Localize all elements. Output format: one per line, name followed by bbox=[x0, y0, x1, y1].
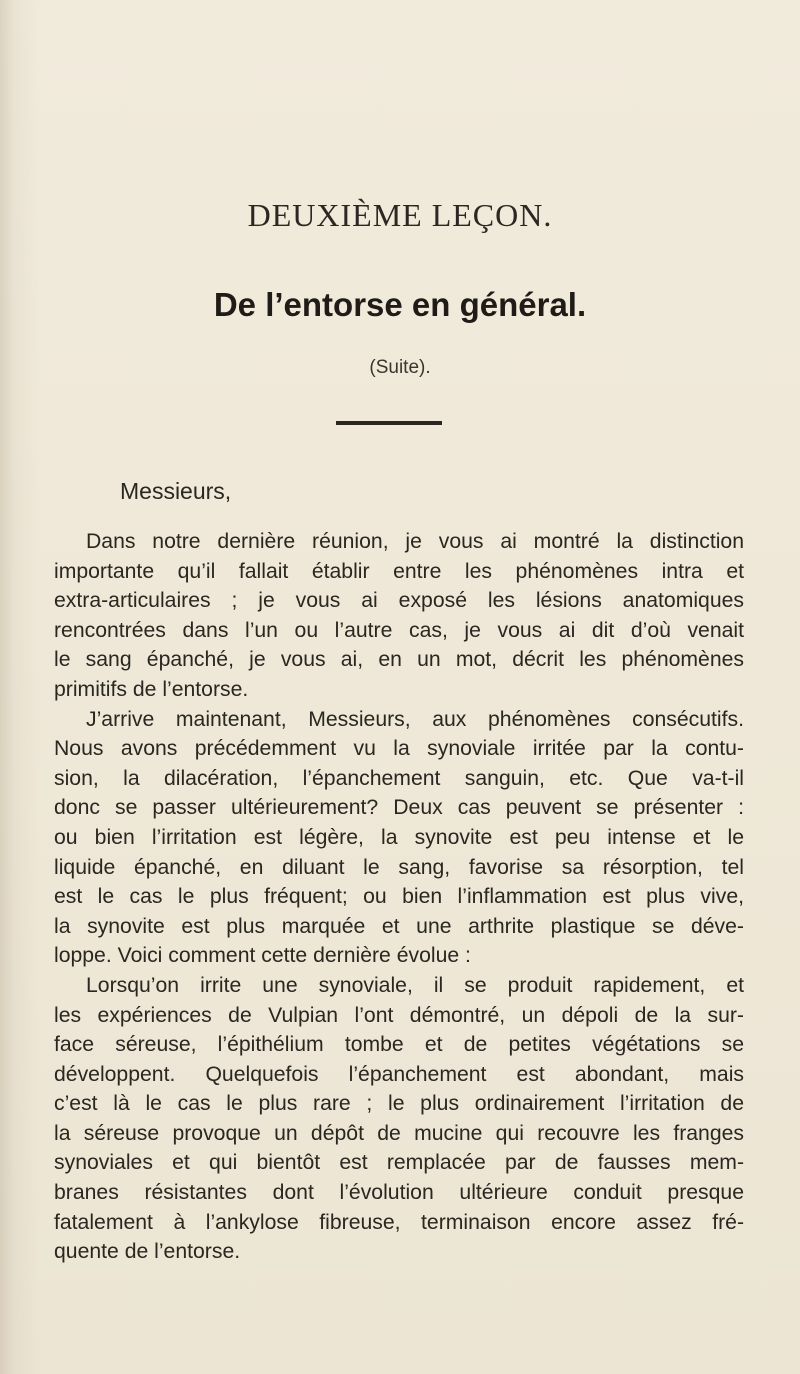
text-line: Nous avons précédemment vu la synoviale irritée par la contu- bbox=[54, 737, 744, 761]
separator-rule bbox=[336, 421, 442, 425]
text-line: quente de l’entorse. bbox=[54, 1240, 241, 1264]
text-line: importante qu’il fallait établir entre les phénomènes intra et bbox=[54, 559, 744, 583]
text-line: face séreuse, l’épithélium tombe et de petites végétations se bbox=[54, 1033, 744, 1057]
text-line: Dans notre dernière réunion, je vous ai montré la distinction bbox=[86, 530, 744, 553]
text-line: loppe. Voici comment cette dernière évolue : bbox=[54, 944, 471, 968]
lesson-heading: DEUXIÈME LEÇON. bbox=[247, 197, 553, 233]
text-line: le sang épanché, je vous ai, en un mot, décrit les phénomènes bbox=[54, 648, 744, 672]
text-line: extra-articulaires ; je vous ai exposé les lésions anatomiques bbox=[54, 589, 744, 613]
text-line: synoviales et qui bientôt est remplacée par de fausses mem- bbox=[54, 1151, 744, 1175]
text-line: primitifs de l’entorse. bbox=[54, 677, 249, 701]
chapter-title: De l’entorse en général. bbox=[213, 286, 587, 323]
text-line: c’est là le cas le plus rare ; le plus ordinairement l’irritation de bbox=[54, 1092, 744, 1116]
body-text bbox=[54, 527, 744, 1267]
salutation: Messieurs, bbox=[120, 478, 232, 504]
text-line: fatalement à l’ankylose fibreuse, terminaison encore assez fré- bbox=[54, 1210, 744, 1234]
text-line: donc se passer ultérieurement? Deux cas peuvent se présenter : bbox=[54, 796, 744, 820]
text-line: J’arrive maintenant, Messieurs, aux phénomènes consécutifs. bbox=[86, 707, 744, 731]
text-line: la synovite est plus marquée et une arthrite plastique se déve- bbox=[54, 914, 744, 938]
text-line: ou bien l’irritation est légère, la synovite est peu intense et le bbox=[54, 825, 744, 849]
text-line: branes résistantes dont l’évolution ultérieure conduit presque bbox=[54, 1181, 744, 1205]
chapter-subtitle: (Suite). bbox=[369, 357, 431, 378]
text-line: développent. Quelquefois l’épanchement est abondant, mais bbox=[54, 1062, 744, 1086]
text-line: liquide épanché, en diluant le sang, favorise sa résorption, tel bbox=[54, 855, 744, 879]
text-line: est le cas le plus fréquent; ou bien l’inflammation est plus vive, bbox=[54, 885, 744, 909]
text-line: la séreuse provoque un dépôt de mucine qui recouvre les franges bbox=[54, 1121, 744, 1145]
text-line: Lorsqu’on irrite une synoviale, il se produit rapidement, et bbox=[86, 973, 744, 997]
text-line: les expériences de Vulpian l’ont démontré, un dépoli de la sur- bbox=[54, 1003, 744, 1027]
text-line: sion, la dilacération, l’épanchement sanguin, etc. Que va-t-il bbox=[54, 766, 744, 790]
text-line: rencontrées dans l’un ou l’autre cas, je vous ai dit d’où venait bbox=[54, 618, 744, 642]
